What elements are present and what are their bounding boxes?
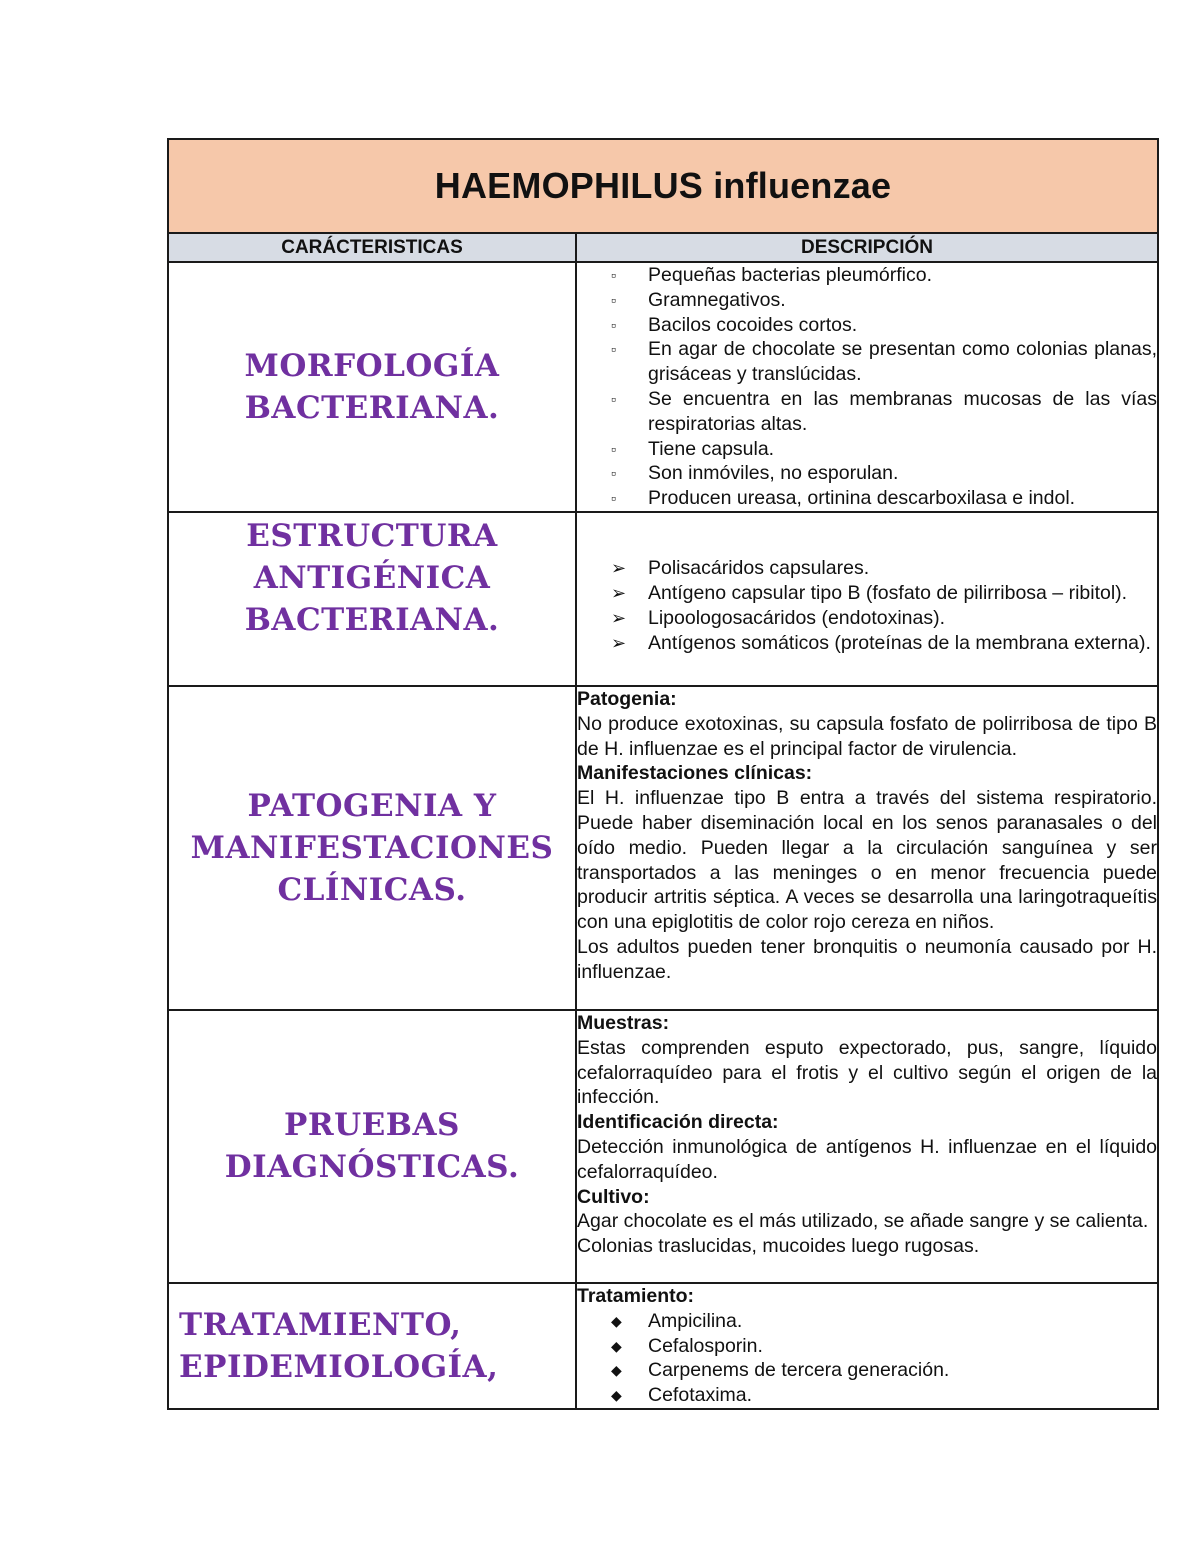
table-row-patogenia	[168, 686, 1158, 1010]
list-item: ◆ Cefalosporin.	[611, 1334, 763, 1357]
square-bullet-icon: ▫	[611, 341, 616, 358]
table-row-morfologia	[168, 262, 1158, 512]
arrow-bullet-icon: ➢	[611, 558, 627, 579]
label-cell-estructura	[168, 512, 576, 686]
label-tratamiento-line1: TRATAMIENTO,	[179, 1306, 462, 1343]
arrow-bullet-icon: ➢	[611, 607, 627, 628]
cultivo-text: Agar chocolate es el más utilizado, se añade sangre y se calienta.	[577, 1210, 1149, 1233]
adultos-text: Los adultos pueden tener bronquitis o neumonía causado por H. influenzae.	[577, 935, 1158, 983]
arrow-bullet-icon: ➢	[611, 632, 627, 653]
patogenia-text: No produce exotoxinas, su capsula fosfato de polirribosa de tipo B de H. influenzae es el principal factor de virulencia.	[577, 712, 1158, 760]
label-cell-patogenia	[168, 686, 576, 1010]
list-item: ▫ Son inmóviles, no esporulan.	[611, 462, 899, 485]
list-item: ▫ Producen ureasa, ortinina descarboxilasa e indol.	[611, 487, 1076, 510]
list-item: ➢ Antígeno capsular tipo B (fosfato de pilirribosa – ribitol).	[611, 582, 1128, 605]
label-morfologia-line2: BACTERIANA.	[244, 389, 500, 426]
label-patogenia-line3: CLÍNICAS.	[277, 871, 467, 908]
square-bullet-icon: ▫	[611, 490, 616, 507]
table-row-estructura	[168, 512, 1158, 686]
diamond-bullet-icon: ◆	[611, 1312, 622, 1329]
muestras-text: Estas comprenden esputo expectorado, pus, sangre, líquido cefalorraquídeo para el frotis y el cultivo según el origen de la infección.	[577, 1036, 1158, 1109]
label-pruebas-line1: PRUEBAS	[284, 1107, 460, 1144]
table-row-pruebas	[168, 1010, 1158, 1283]
manifestaciones-text: El H. influenzae tipo B entra a través del sistema respiratorio. Puede haber diseminación local en los senos paranasales o del oído medio. Pueden llegar a la circulación sanguínea y ser transportados a las meninges o en menor frecuencia puede producir artritis séptica. A veces se desarrolla una laringotraqueítis con una epiglotitis de color rojo cereza en niños.	[577, 787, 1158, 934]
document-title: HAEMOPHILUS influenzae	[434, 165, 892, 206]
label-tratamiento-line2: EPIDEMIOLOGÍA,	[179, 1348, 499, 1385]
label-cell-tratamiento	[168, 1283, 576, 1409]
label-estructura-line2: ANTIGÉNICA	[253, 559, 491, 596]
tratamiento-heading: Tratamiento:	[577, 1284, 695, 1307]
desc-cell-estructura	[576, 512, 1158, 686]
label-patogenia-line1: PATOGENIA Y	[247, 787, 497, 824]
square-bullet-icon: ▫	[611, 440, 616, 457]
label-estructura-line1: ESTRUCTURA	[246, 517, 498, 554]
patogenia-heading: Patogenia:	[577, 687, 677, 710]
square-bullet-icon: ▫	[611, 291, 616, 308]
diamond-bullet-icon: ◆	[611, 1387, 622, 1404]
muestras-heading: Muestras:	[577, 1011, 670, 1034]
square-bullet-icon: ▫	[611, 465, 616, 482]
list-item: ▫ Gramnegativos.	[611, 288, 786, 311]
label-estructura-line3: BACTERIANA.	[244, 601, 500, 638]
label-patogenia-line2: MANIFESTACIONES	[190, 829, 554, 866]
list-item: ➢ Polisacáridos capsulares.	[611, 557, 870, 580]
identificacion-text: Detección inmunológica de antígenos H. influenzae en el líquido cefalorraquídeo.	[577, 1135, 1158, 1183]
column-header-caracteristicas: CARÁCTERISTICAS	[168, 233, 576, 262]
label-morfologia-line1: MORFOLOGÍA	[244, 347, 500, 384]
square-bullet-icon: ▫	[611, 316, 616, 333]
diamond-bullet-icon: ◆	[611, 1337, 622, 1354]
title-cell	[168, 139, 1158, 233]
label-pruebas-line2: DIAGNÓSTICAS.	[224, 1149, 520, 1186]
list-item: ▫ Se encuentra en las membranas mucosas de las vías respiratorias altas.	[611, 387, 1158, 435]
desc-cell-patogenia	[576, 686, 1158, 1010]
label-cell-morfologia	[168, 262, 576, 512]
list-item: ▫ Tiene capsula.	[611, 437, 775, 460]
estructura-list	[577, 542, 1157, 655]
list-item: ◆ Carpenems de tercera generación.	[611, 1359, 950, 1382]
tratamiento-list	[577, 1309, 1157, 1408]
desc-cell-pruebas	[576, 1010, 1158, 1283]
manifestaciones-heading: Manifestaciones clínicas:	[577, 762, 813, 785]
arrow-bullet-icon: ➢	[611, 583, 627, 604]
table-row-tratamiento	[168, 1283, 1158, 1409]
diamond-bullet-icon: ◆	[611, 1362, 622, 1379]
square-bullet-icon: ▫	[611, 390, 616, 407]
list-item: ➢ Lipoologosacáridos (endotoxinas).	[611, 606, 946, 629]
cultivo-heading: Cultivo:	[577, 1185, 650, 1208]
list-item: ▫ Bacilos cocoides cortos.	[611, 313, 858, 336]
list-item: ➢ Antígenos somáticos (proteínas de la membrana externa).	[611, 631, 1151, 654]
list-item: ▫ En agar de chocolate se presentan como colonias planas, grisáceas y translúcidas.	[611, 338, 1158, 386]
list-item: ◆ Cefotaxima.	[611, 1384, 753, 1407]
desc-cell-tratamiento	[576, 1283, 1158, 1409]
square-bullet-icon: ▫	[611, 267, 616, 283]
colonias-text: Colonias traslucidas, mucoides luego rugosas.	[577, 1235, 980, 1258]
column-header-descripcion: DESCRIPCIÓN	[576, 233, 1158, 262]
haemophilus-table	[167, 138, 1159, 1410]
desc-cell-morfologia	[576, 262, 1158, 512]
list-item: ◆ Ampicilina.	[611, 1309, 743, 1332]
identificacion-heading: Identificación directa:	[577, 1111, 779, 1134]
list-item: ▫ Pequeñas bacterias pleumórfico.	[611, 264, 932, 286]
label-cell-pruebas	[168, 1010, 576, 1283]
morfologia-list	[577, 263, 1157, 511]
